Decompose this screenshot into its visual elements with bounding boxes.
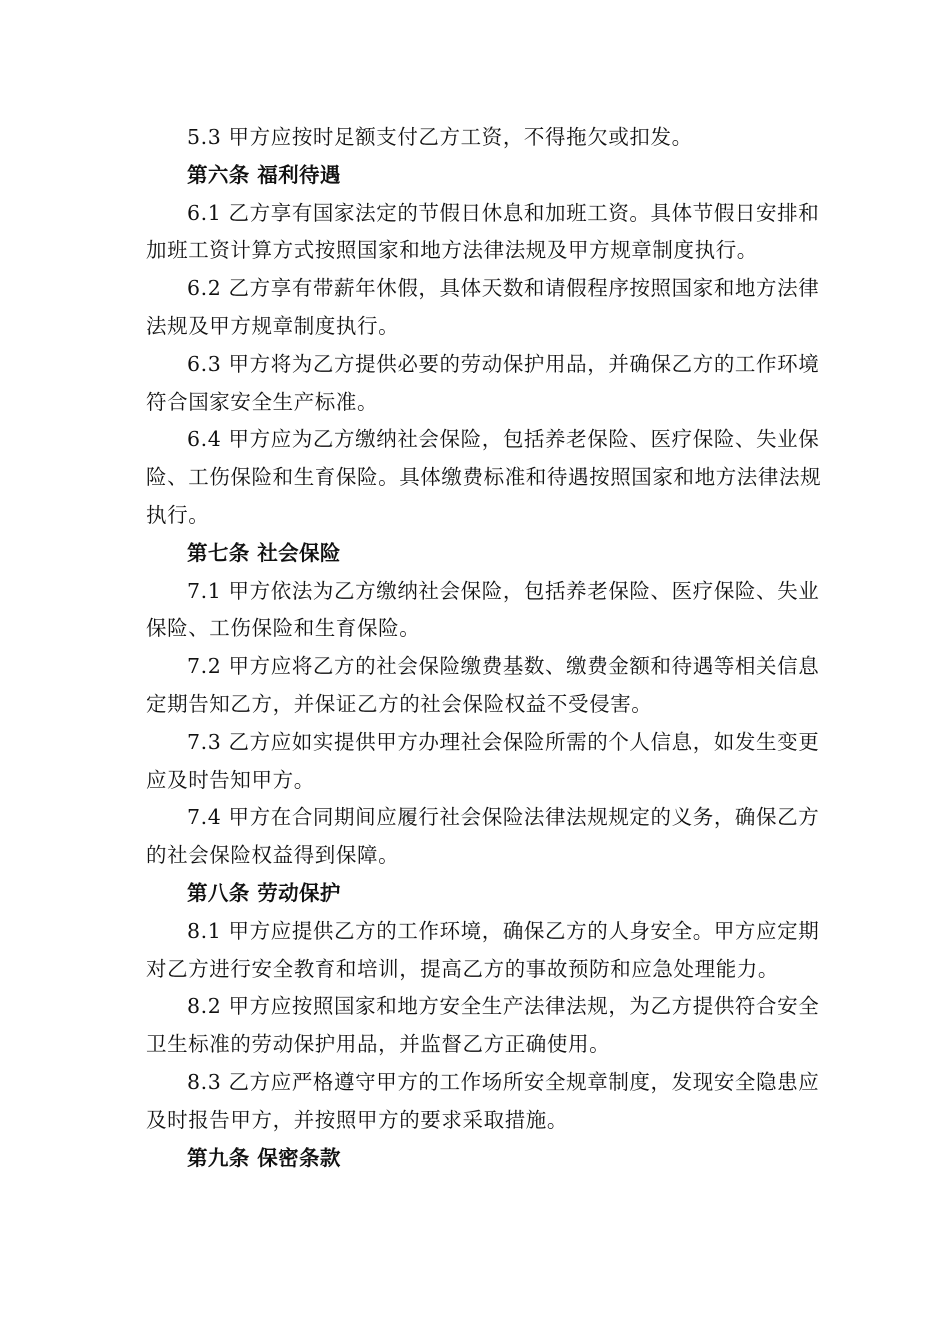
article-6-heading: 第六条 福利待遇 xyxy=(187,162,341,187)
clause-8-3: 8.3 乙方应严格遵守甲方的工作场所安全规章制度，发现安全隐患应及时报告甲方，并按照甲方的要求采取措施。 xyxy=(146,1069,820,1132)
clause-7-4: 7.4 甲方在合同期间应履行社会保险法律法规规定的义务，确保乙方的社会保险权益得到保障。 xyxy=(146,805,820,868)
clause-7-2: 7.2 甲方应将乙方的社会保险缴费基数、缴费金额和待遇等相关信息定期告知乙方，并保证乙方的社会保险权益不受侵害。 xyxy=(146,654,820,716)
clause-6-2: 6.2 乙方享有带薪年休假，具体天数和请假程序按照国家和地方法律法规及甲方规章制度执行。 xyxy=(146,276,820,338)
article-7-heading: 第七条 社会保险 xyxy=(187,540,341,565)
clause-8-1: 8.1 甲方应提供乙方的工作环境，确保乙方的人身安全。甲方应定期对乙方进行安全教育和培训，提高乙方的事故预防和应急处理能力。 xyxy=(146,918,820,981)
document-body xyxy=(146,119,836,1177)
clause-6-1: 6.1 乙方享有国家法定的节假日休息和加班工资。具体节假日安排和加班工资计算方式按照国家和地方法律法规及甲方规章制度执行。 xyxy=(146,200,820,263)
clause-6-3: 6.3 甲方将为乙方提供必要的劳动保护用品，并确保乙方的工作环境符合国家安全生产标准。 xyxy=(146,351,820,414)
article-8-heading: 第八条 劳动保护 xyxy=(187,880,341,905)
clause-6-4: 6.4 甲方应为乙方缴纳社会保险，包括养老保险、医疗保险、失业保险、工伤保险和生育保险。具体缴费标准和待遇按照国家和地方法律法规执行。 xyxy=(146,427,822,527)
clause-5-3: 5.3 甲方应按时足额支付乙方工资，不得拖欠或扣发。 xyxy=(187,125,693,149)
clause-8-2: 8.2 甲方应按照国家和地方安全生产法律法规，为乙方提供符合安全卫生标准的劳动保护用品，并监督乙方正确使用。 xyxy=(146,994,820,1057)
clause-7-1: 7.1 甲方依法为乙方缴纳社会保险，包括养老保险、医疗保险、失业保险、工伤保险和生育保险。 xyxy=(146,578,820,641)
article-9-heading: 第九条 保密条款 xyxy=(187,1145,341,1170)
clause-7-3: 7.3 乙方应如实提供甲方办理社会保险所需的个人信息，如发生变更应及时告知甲方。 xyxy=(146,729,820,792)
